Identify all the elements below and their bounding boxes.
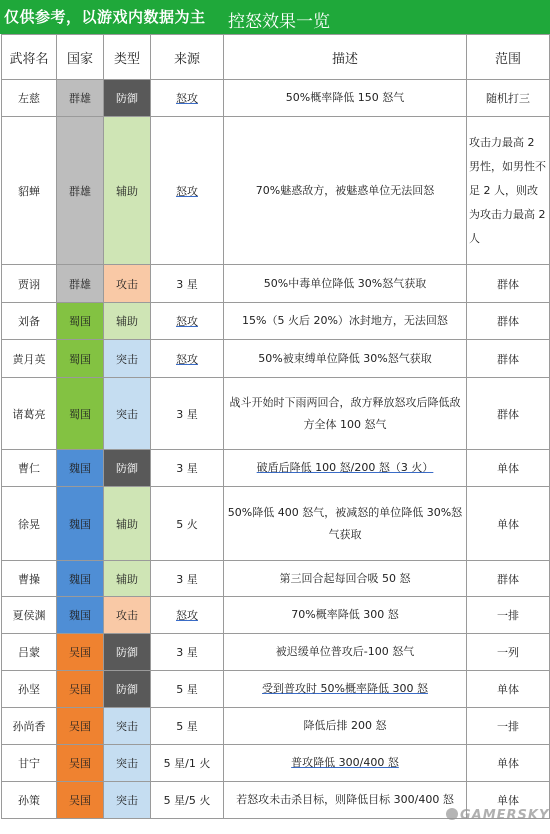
cell-scope: 单体: [467, 782, 550, 819]
cell-source: 怒攻: [151, 597, 224, 634]
cell-scope: 群体: [467, 561, 550, 597]
cell-scope: 群体: [467, 265, 550, 303]
cell-source: 3 星: [151, 561, 224, 597]
cell-source: 怒攻: [151, 340, 224, 378]
header-type: 类型: [104, 35, 151, 80]
cell-type: 防御: [104, 450, 151, 487]
cell-name: 孙尚香: [2, 708, 57, 745]
cell-description: 降低后排 200 怒: [224, 708, 467, 745]
cell-source: 怒攻: [151, 303, 224, 340]
cell-type: 辅助: [104, 303, 151, 340]
page-title: 控怒效果一览: [228, 12, 330, 32]
cell-description: 70%概率降低 300 怒: [224, 597, 467, 634]
cell-description: 被迟缓单位普攻后-100 怒气: [224, 634, 467, 671]
cell-country: 蜀国: [57, 340, 104, 378]
table-row: [2, 634, 550, 671]
cell-type: 突击: [104, 782, 151, 819]
cell-description: 50%被束缚单位降低 30%怒气获取: [224, 340, 467, 378]
cell-type: 辅助: [104, 487, 151, 561]
cell-scope: 群体: [467, 340, 550, 378]
cell-type: 防御: [104, 634, 151, 671]
table-row: [2, 80, 550, 117]
cell-name: 徐晃: [2, 487, 57, 561]
table-row: [2, 340, 550, 378]
table-header-row: [2, 35, 550, 80]
cell-name: 贾诩: [2, 265, 57, 303]
cell-description: 破盾后降低 100 怒/200 怒（3 火）: [224, 450, 467, 487]
cell-source: 3 星: [151, 450, 224, 487]
cell-source: 3 星: [151, 265, 224, 303]
cell-description: 15%（5 火后 20%）冰封地方，无法回怒: [224, 303, 467, 340]
cell-name: 黄月英: [2, 340, 57, 378]
watermark-text: GAMERSKY: [460, 808, 550, 823]
cell-name: 吕蒙: [2, 634, 57, 671]
cell-country: 吴国: [57, 782, 104, 819]
cell-description: 50%降低 400 怒气，被减怒的单位降低 30%怒气获取: [224, 487, 467, 561]
cell-description: 50%中毒单位降低 30%怒气获取: [224, 265, 467, 303]
cell-country: 吴国: [57, 634, 104, 671]
table-row: [2, 265, 550, 303]
table-row: [2, 378, 550, 450]
cell-country: 吴国: [57, 671, 104, 708]
cell-source: 5 星: [151, 671, 224, 708]
header-description: 描述: [224, 35, 467, 80]
cell-type: 攻击: [104, 597, 151, 634]
title-banner: [0, 0, 550, 34]
cell-source: 3 星: [151, 378, 224, 450]
cell-name: 刘备: [2, 303, 57, 340]
cell-scope: 单体: [467, 671, 550, 708]
cell-name: 貂蝉: [2, 117, 57, 265]
cell-country: 群雄: [57, 117, 104, 265]
cell-scope: 单体: [467, 450, 550, 487]
cell-description: 70%魅惑敌方，被魅惑单位无法回怒: [224, 117, 467, 265]
cell-description: 50%概率降低 150 怒气: [224, 80, 467, 117]
rage-control-table: [1, 34, 550, 819]
cell-scope: 单体: [467, 487, 550, 561]
gamersky-logo-icon: [446, 808, 458, 820]
header-source: 来源: [151, 35, 224, 80]
cell-source: 5 星: [151, 708, 224, 745]
cell-name: 孙策: [2, 782, 57, 819]
cell-type: 突击: [104, 378, 151, 450]
cell-description: 受到普攻时 50%概率降低 300 怒: [224, 671, 467, 708]
cell-country: 蜀国: [57, 303, 104, 340]
table-row: [2, 708, 550, 745]
cell-source: 5 火: [151, 487, 224, 561]
cell-type: 突击: [104, 745, 151, 782]
table-row: [2, 450, 550, 487]
cell-country: 群雄: [57, 265, 104, 303]
cell-scope: 单体: [467, 745, 550, 782]
table-row: [2, 671, 550, 708]
cell-country: 群雄: [57, 80, 104, 117]
watermark: [446, 808, 549, 823]
table-row: [2, 561, 550, 597]
header-country: 国家: [57, 35, 104, 80]
cell-country: 魏国: [57, 561, 104, 597]
cell-scope: 群体: [467, 303, 550, 340]
header-scope: 范围: [467, 35, 550, 80]
cell-name: 甘宁: [2, 745, 57, 782]
cell-description: 第三回合起每回合吸 50 怒: [224, 561, 467, 597]
cell-scope: 群体: [467, 378, 550, 450]
table-row: [2, 597, 550, 634]
cell-source: 5 星/5 火: [151, 782, 224, 819]
cell-type: 防御: [104, 671, 151, 708]
cell-country: 蜀国: [57, 378, 104, 450]
cell-scope: 随机打三: [467, 80, 550, 117]
cell-name: 夏侯渊: [2, 597, 57, 634]
cell-description: 若怒攻未击杀目标，则降低目标 300/400 怒: [224, 782, 467, 819]
cell-country: 吴国: [57, 708, 104, 745]
cell-name: 孙坚: [2, 671, 57, 708]
cell-description: 普攻降低 300/400 怒: [224, 745, 467, 782]
cell-type: 突击: [104, 340, 151, 378]
cell-scope: 一排: [467, 708, 550, 745]
cell-scope: 一列: [467, 634, 550, 671]
cell-country: 吴国: [57, 745, 104, 782]
cell-source: 5 星/1 火: [151, 745, 224, 782]
cell-name: 诸葛亮: [2, 378, 57, 450]
cell-country: 魏国: [57, 450, 104, 487]
cell-source: 3 星: [151, 634, 224, 671]
cell-scope: 一排: [467, 597, 550, 634]
cell-type: 辅助: [104, 117, 151, 265]
table-row: [2, 303, 550, 340]
table-row: [2, 487, 550, 561]
cell-type: 辅助: [104, 561, 151, 597]
cell-type: 攻击: [104, 265, 151, 303]
header-name: 武将名: [2, 35, 57, 80]
cell-source: 怒攻: [151, 80, 224, 117]
cell-source: 怒攻: [151, 117, 224, 265]
cell-name: 左慈: [2, 80, 57, 117]
cell-name: 曹仁: [2, 450, 57, 487]
disclaimer-note: 仅供参考，以游戏内数据为主: [4, 8, 206, 26]
table-row: [2, 117, 550, 265]
cell-country: 魏国: [57, 487, 104, 561]
cell-description: 战斗开始时下雨两回合，敌方释放怒攻后降低敌方全体 100 怒气: [224, 378, 467, 450]
cell-type: 防御: [104, 80, 151, 117]
cell-name: 曹操: [2, 561, 57, 597]
cell-type: 突击: [104, 708, 151, 745]
cell-scope: 攻击力最高 2 男性，如男性不足 2 人，则改为攻击力最高 2 人: [467, 117, 550, 265]
table-row: [2, 745, 550, 782]
cell-country: 魏国: [57, 597, 104, 634]
